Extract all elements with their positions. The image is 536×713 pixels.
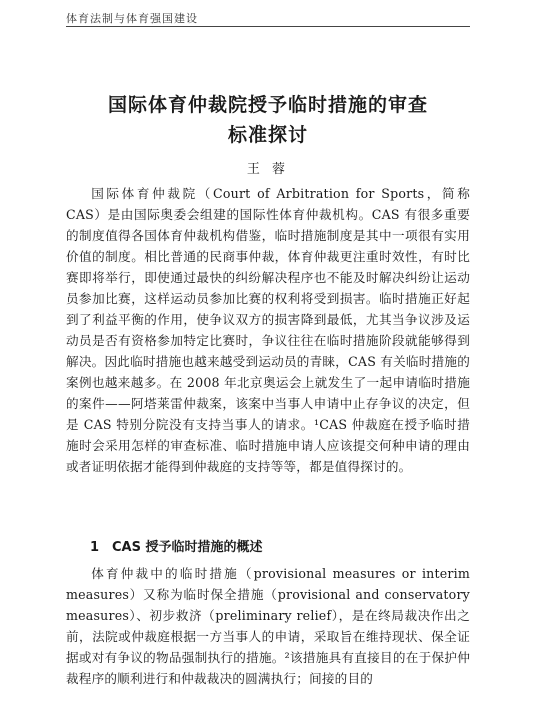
article-title-line2: 标准探讨 [227,124,308,146]
author-name: 王 蓉 [246,162,290,177]
paragraph-section-1: 体育仲裁中的临时措施（provisional measures or interim measures）又称为临时保全措施（provisional and conservatory measures）、初步救济（preliminary relief），是在终局裁决作出之前，法院或仲裁庭根据一方当事人的申请，采取旨在维持现状、保全证据或对有争议的物品强制执行的措施。²该措施具有直接目的在于保护仲裁程序的顺利进行和仲裁裁决的圆满执行；间接的目的 [66,566,470,686]
section-heading [66,536,470,555]
paragraph-intro: 国际体育仲裁院（Court of Arbitration for Sports，简称 CAS）是由国际奥委会组建的国际性体育仲裁机构。CAS 有很多重要的制度值得各国体育仲裁机构借鉴，临时措施制度是其中一项很有实用价值的制度。相比普通的民商事仲裁，体育仲裁更注重时效性，有时比赛即将举行，即使通过最快的纠纷解决程序也不能及时解决纠纷让运动员参加比赛，这样运动员参加比赛的权利将受到损害。临时措施正好起到了利益平衡的作用，使争议双方的损害降到最低，尤其当争议涉及运动员是否有资格参加特定比赛时，争议往往在临时措施阶段就能够得到解决。因此临时措施也越来越受到运动员的青睐，CAS 有关临时措施的案例也越来越多。在 2008 年北京奥运会上就发生了一起申请临时措施的案件——阿塔莱雷仲裁案，该案中当事人申请中止存争议的决定，但是 CAS 特别分院没有支持当事人的请求。¹CAS 仲裁庭在授予临时措施时会采用怎样的审查标准、临时措施申请人应该提交何种申请的理由或者证明依据才能得到仲裁庭的支持等等，都是值得探讨的。 [66,186,470,474]
section-number: 1 [90,540,100,555]
article-title-line1: 国际体育仲裁院授予临时措施的审查 [107,94,428,116]
header-divider [66,26,470,27]
running-header: 体育法制与体育强国建设 [66,12,198,25]
section-title: CAS 授予临时措施的概述 [112,540,263,555]
